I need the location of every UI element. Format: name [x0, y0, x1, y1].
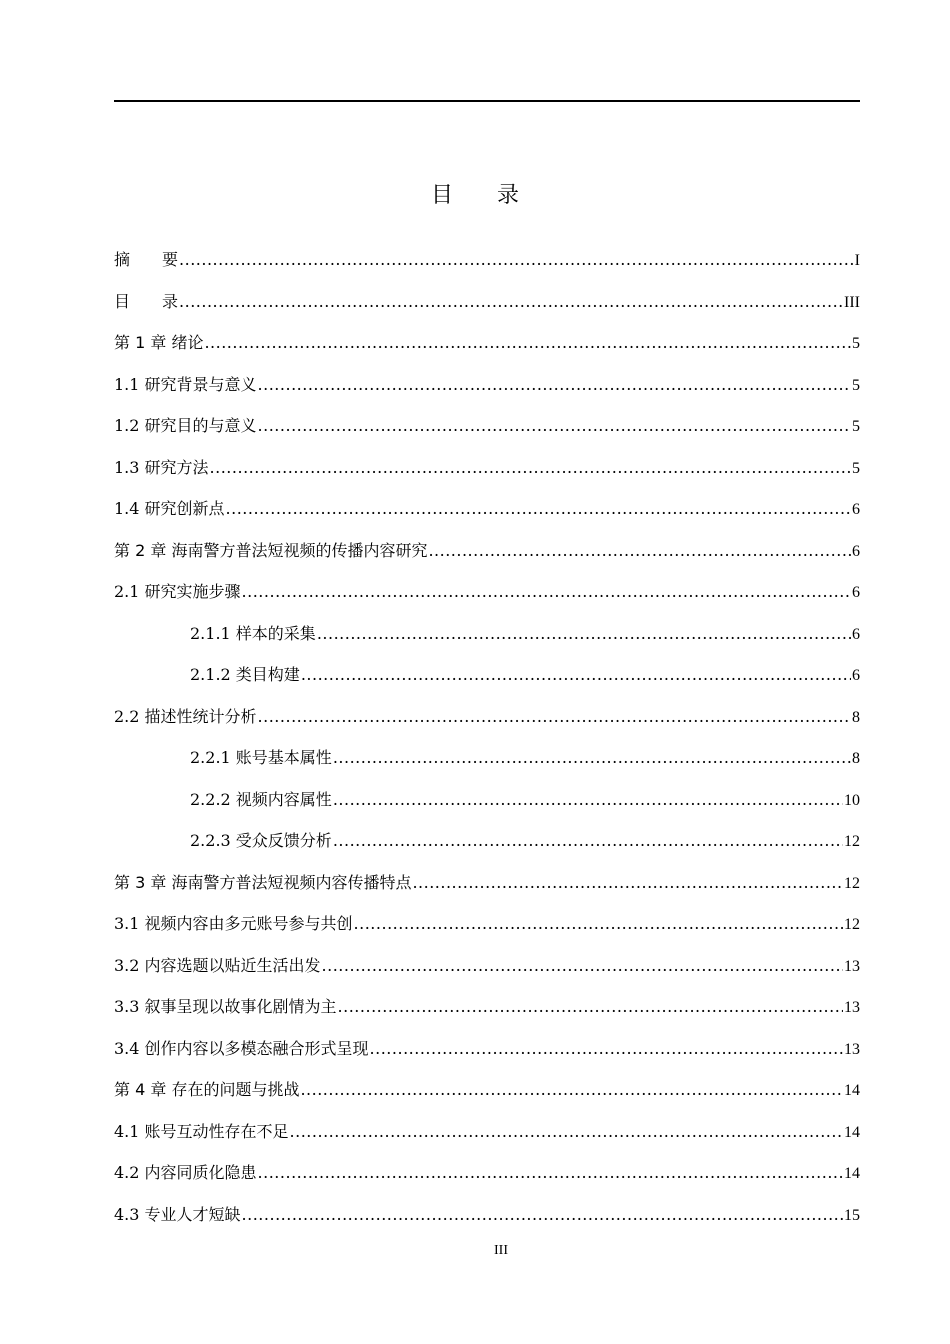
toc-entry-label: 3.2 内容选题以贴近生活出发	[114, 955, 321, 975]
toc-entry-label: 2.2 描述性统计分析	[114, 706, 257, 726]
toc-entry-label: 第 4 章 存在的问题与挑战	[114, 1080, 300, 1099]
toc-entry-page: 6	[852, 667, 860, 684]
toc-entry-label: 目 录	[114, 291, 179, 311]
toc-entry-label: 第 1 章 绪论	[114, 333, 204, 352]
toc-entry-page: 6	[852, 501, 860, 518]
toc-entry[interactable]	[114, 364, 860, 406]
toc-entry-label: 1.2 研究目的与意义	[114, 416, 257, 435]
toc-leader-dots	[226, 488, 851, 530]
toc-entry[interactable]	[114, 1111, 860, 1153]
toc-leader-dots	[179, 239, 854, 281]
toc-entry-label: 2.2.2 视频内容属性	[190, 789, 332, 809]
toc-entry[interactable]	[114, 945, 860, 987]
toc-leader-dots	[333, 737, 851, 779]
toc-entry-page: 6	[852, 625, 860, 643]
toc-entry-page: 15	[844, 1206, 860, 1224]
toc-entry-page: 13	[844, 957, 860, 975]
toc-entry-label: 摘 要	[114, 250, 179, 269]
toc-entry-page: 8	[852, 708, 860, 726]
toc-entry[interactable]	[114, 1152, 860, 1194]
toc-entry-page: 14	[844, 1082, 860, 1099]
toc-entry[interactable]	[114, 281, 860, 323]
toc-entry-label: 第 3 章 海南警方普法短视频内容传播特点	[114, 872, 412, 892]
toc-leader-dots	[300, 1069, 843, 1111]
toc-entry-page: 10	[844, 791, 860, 809]
toc-entry-page: 5	[852, 335, 860, 352]
toc-leader-dots	[428, 530, 851, 572]
toc-leader-dots	[338, 986, 843, 1028]
toc-leader-dots	[317, 613, 851, 655]
toc-entry-page: 8	[852, 750, 860, 767]
toc-entry-label: 2.1.1 样本的采集	[190, 623, 316, 643]
toc-leader-dots	[370, 1028, 843, 1070]
toc-leader-dots	[258, 364, 851, 406]
toc-entry[interactable]	[114, 488, 860, 530]
toc-entry-label: 4.3 专业人才短缺	[114, 1204, 241, 1224]
toc-entry[interactable]	[114, 903, 860, 945]
toc-entry-label: 第 2 章 海南警方普法短视频的传播内容研究	[114, 540, 428, 560]
toc-entry-page: 12	[844, 833, 860, 850]
toc-entry-label: 3.1 视频内容由多元账号参与共创	[114, 914, 353, 933]
toc-leader-dots	[210, 447, 851, 489]
toc-entry-page: 5	[852, 418, 860, 435]
toc-entry-label: 2.2.3 受众反馈分析	[190, 831, 332, 850]
toc-leader-dots	[258, 1152, 843, 1194]
toc-leader-dots	[258, 696, 851, 738]
toc-entry-label: 2.1 研究实施步骤	[114, 582, 241, 601]
toc-leader-dots	[242, 571, 851, 613]
toc-leader-dots	[242, 1194, 843, 1236]
toc-entry[interactable]	[114, 613, 860, 655]
toc-entry-label: 2.2.1 账号基本属性	[190, 748, 332, 767]
toc-entry-page: 14	[844, 1165, 860, 1182]
toc-entry-label: 2.1.2 类目构建	[190, 665, 300, 684]
toc-entry[interactable]	[114, 447, 860, 489]
toc-entry-page: 6	[852, 542, 860, 560]
toc-entry-page: 5	[852, 376, 860, 394]
toc-entry[interactable]	[114, 779, 860, 821]
toc-entry[interactable]	[114, 1069, 860, 1111]
toc-entry-page: III	[844, 293, 860, 311]
toc-leader-dots	[412, 862, 843, 904]
toc-entry[interactable]	[114, 239, 860, 281]
toc-entry-page: 13	[844, 999, 860, 1016]
toc-leader-dots	[204, 322, 851, 364]
toc-entry[interactable]	[114, 986, 860, 1028]
toc-leader-dots	[258, 405, 851, 447]
toc-list	[114, 239, 860, 1235]
toc-leader-dots	[179, 281, 843, 323]
toc-leader-dots	[290, 1111, 843, 1153]
toc-entry-page: 5	[852, 459, 860, 477]
toc-entry[interactable]	[114, 737, 860, 779]
toc-entry-page: 14	[844, 1123, 860, 1141]
toc-entry-label: 3.3 叙事呈现以故事化剧情为主	[114, 997, 337, 1016]
toc-entry[interactable]	[114, 405, 860, 447]
toc-leader-dots	[301, 654, 851, 696]
toc-entry-label: 3.4 创作内容以多模态融合形式呈现	[114, 1038, 369, 1058]
toc-leader-dots	[322, 945, 843, 987]
toc-entry[interactable]	[114, 820, 860, 862]
toc-entry[interactable]	[114, 530, 860, 572]
header-rule	[114, 100, 860, 102]
toc-leader-dots	[333, 820, 843, 862]
toc-entry[interactable]	[114, 1028, 860, 1070]
toc-entry[interactable]	[114, 654, 860, 696]
toc-leader-dots	[354, 903, 843, 945]
toc-entry-page: 6	[852, 584, 860, 601]
toc-entry-label: 4.2 内容同质化隐患	[114, 1163, 257, 1182]
toc-entry[interactable]	[114, 322, 860, 364]
toc-entry-label: 1.3 研究方法	[114, 457, 209, 477]
toc-entry[interactable]	[114, 571, 860, 613]
toc-entry-label: 1.4 研究创新点	[114, 499, 225, 518]
toc-entry-page: 13	[844, 1040, 860, 1058]
footer-page-number: III	[494, 1243, 508, 1258]
toc-entry-label: 1.1 研究背景与意义	[114, 374, 257, 394]
toc-leader-dots	[333, 779, 843, 821]
toc-entry-page: 12	[844, 916, 860, 933]
toc-entry[interactable]	[114, 862, 860, 904]
page-title: 目 录	[430, 183, 519, 208]
toc-entry[interactable]	[114, 696, 860, 738]
toc-entry-page: I	[854, 252, 860, 269]
toc-entry-page: 12	[844, 874, 860, 892]
toc-entry[interactable]	[114, 1194, 860, 1236]
toc-entry-label: 4.1 账号互动性存在不足	[114, 1121, 289, 1141]
